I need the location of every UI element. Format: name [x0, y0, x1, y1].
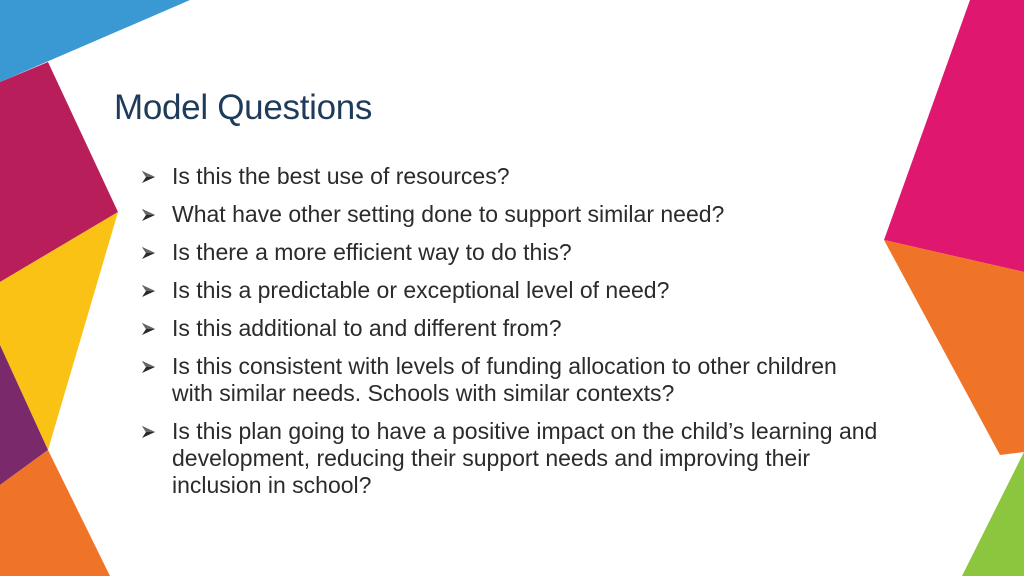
arrow-bullet-icon: [142, 426, 155, 438]
bullet-text: What have other setting done to support similar need?: [172, 201, 725, 227]
arrow-bullet-icon: [142, 361, 155, 373]
list-item: [142, 277, 882, 304]
list-item: [142, 163, 882, 190]
bullet-text: Is this the best use of resources?: [172, 163, 510, 189]
pink-shape-right: [884, 0, 1024, 272]
list-item: [142, 239, 882, 266]
arrow-bullet-icon: [142, 323, 155, 335]
list-item: [142, 201, 882, 228]
list-item: [142, 353, 882, 407]
bullet-list: [142, 163, 882, 510]
bullet-text: Is this additional to and different from?: [172, 315, 562, 341]
blue-shape: [0, 0, 190, 82]
bullet-text: Is this plan going to have a positive impact on the child’s learning and development, reducing their support needs and improving their inclusion in school?: [172, 418, 878, 498]
list-item: [142, 315, 882, 342]
arrow-bullet-icon: [142, 247, 155, 259]
arrow-bullet-icon: [142, 209, 155, 221]
arrow-bullet-icon: [142, 285, 155, 297]
arrow-bullet-icon: [142, 171, 155, 183]
bullet-text: Is there a more efficient way to do this?: [172, 239, 572, 265]
slide-title: Model Questions: [114, 88, 373, 127]
bullet-text: Is this a predictable or exceptional level of need?: [172, 277, 670, 303]
bullet-text: Is this consistent with levels of funding allocation to other children with similar needs. Schools with similar contexts?: [172, 353, 837, 406]
green-shape: [962, 452, 1024, 576]
list-item: [142, 418, 882, 499]
orange-shape-right: [884, 240, 1024, 455]
